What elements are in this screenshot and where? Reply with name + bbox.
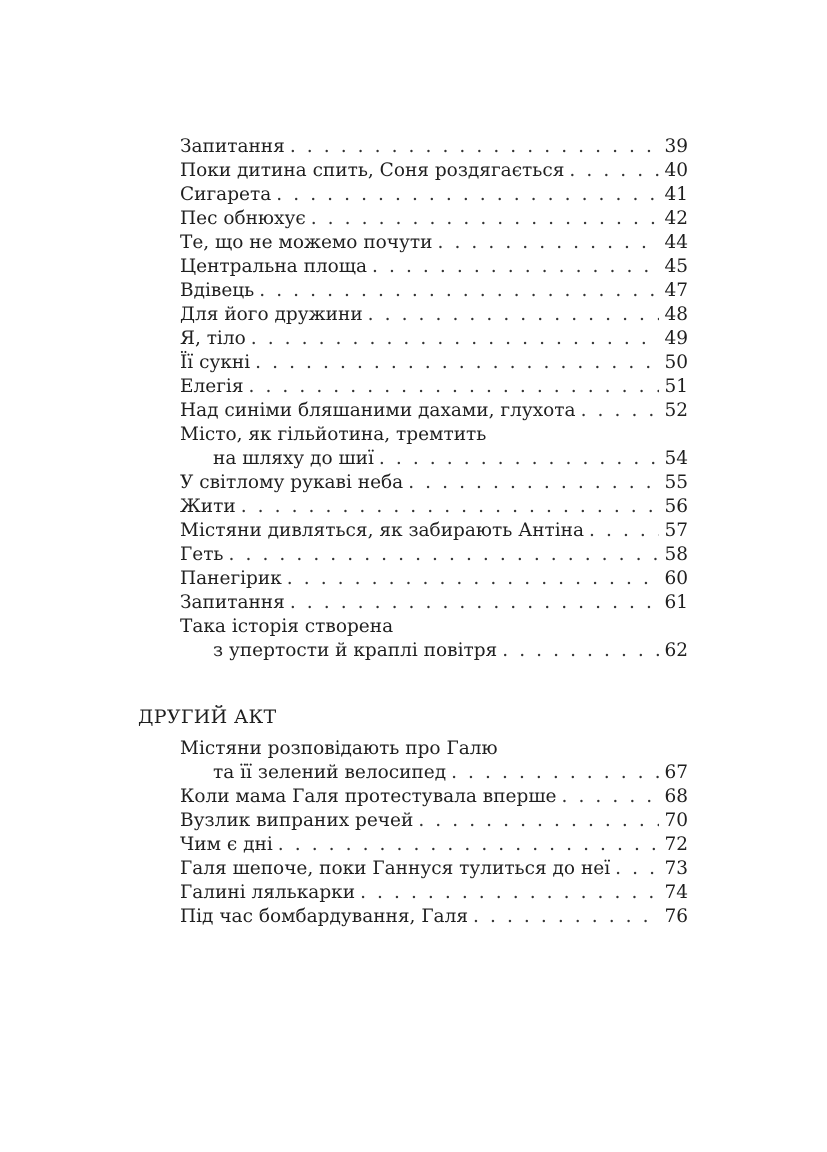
toc-page-number: 44 bbox=[664, 232, 688, 253]
toc-dot-leader bbox=[451, 761, 659, 785]
toc-page-number: 50 bbox=[664, 352, 688, 373]
toc-page-number: 58 bbox=[664, 544, 688, 565]
toc-entry-row bbox=[180, 761, 688, 785]
toc-entry bbox=[180, 183, 688, 207]
toc-page-number: 45 bbox=[664, 256, 688, 277]
toc-dot-leader bbox=[502, 639, 659, 663]
toc-entry-row bbox=[180, 399, 688, 423]
toc-entry-row bbox=[180, 255, 688, 279]
toc-entry-title: Центральна площа bbox=[180, 256, 368, 277]
toc-page-number: 41 bbox=[664, 184, 688, 205]
section-heading: ДРУГИЙ АКТ bbox=[138, 706, 277, 728]
toc-page-number: 42 bbox=[664, 208, 688, 229]
toc-page-number: 54 bbox=[664, 448, 688, 469]
toc-dot-leader bbox=[562, 785, 660, 809]
toc-entry-row bbox=[180, 279, 688, 303]
toc-entry bbox=[180, 327, 688, 351]
toc-entry-row bbox=[180, 183, 688, 207]
toc-entry-title: Для його дружини bbox=[180, 304, 363, 325]
toc-entry-title: Галя шепоче, поки Ганнуся тулиться до неї bbox=[180, 858, 611, 879]
toc-dot-leader bbox=[615, 857, 659, 881]
toc-page-number: 55 bbox=[664, 472, 688, 493]
toc-entry-title: Чим є дні bbox=[180, 834, 273, 855]
toc-page-number: 49 bbox=[664, 328, 688, 349]
toc-dot-leader bbox=[287, 567, 660, 591]
toc-entry-title: Пес обнюхує bbox=[180, 208, 306, 229]
toc-page-number: 47 bbox=[664, 280, 688, 301]
toc-entry-title: Галині лялькарки bbox=[180, 882, 356, 903]
toc-entry bbox=[180, 905, 688, 929]
toc-entry-title: Геть bbox=[180, 544, 224, 565]
toc-entry-title: Вузлик випраних речей bbox=[180, 810, 414, 831]
toc-entry bbox=[180, 207, 688, 231]
toc-entry bbox=[180, 495, 688, 519]
toc-page-number: 57 bbox=[664, 520, 688, 541]
toc-entry bbox=[180, 857, 688, 881]
toc-entry-title: Жити bbox=[180, 496, 236, 517]
toc-entry-title: Сигарета bbox=[180, 184, 272, 205]
toc-entry-title-line: Містяни розповідають про Галю bbox=[180, 738, 498, 759]
toc-entry-title: Я, тіло bbox=[180, 328, 246, 349]
toc-entry bbox=[180, 833, 688, 857]
toc-entry-row bbox=[180, 375, 688, 399]
toc-entry-row bbox=[180, 135, 688, 159]
toc-dot-leader bbox=[569, 159, 659, 183]
toc-dot-leader bbox=[255, 351, 659, 375]
toc-entry-title: Коли мама Галя протестувала вперше bbox=[180, 786, 557, 807]
toc-entry bbox=[180, 519, 688, 543]
toc-entry bbox=[180, 279, 688, 303]
toc-entry bbox=[180, 423, 688, 471]
toc-entry-title-line: Місто, як гільйотина, тремтить bbox=[180, 424, 487, 445]
toc-page-number: 61 bbox=[664, 592, 688, 613]
toc-entry-title: Під час бомбардування, Галя bbox=[180, 906, 469, 927]
toc-entry-row bbox=[180, 881, 688, 905]
toc-entry-row bbox=[180, 857, 688, 881]
toc-entry-title: Над синіми бляшаними дахами, глухота bbox=[180, 400, 576, 421]
toc-page-number: 76 bbox=[664, 906, 688, 927]
toc-entry-row bbox=[180, 833, 688, 857]
toc-dot-leader bbox=[241, 495, 660, 519]
toc-entry-row bbox=[180, 543, 688, 567]
toc-page-number: 62 bbox=[664, 640, 688, 661]
toc-entry-title: Панегірик bbox=[180, 568, 282, 589]
toc-entry-row bbox=[180, 785, 688, 809]
toc-page-number: 40 bbox=[664, 160, 688, 181]
toc-entry-row bbox=[180, 303, 688, 327]
toc-entry bbox=[180, 255, 688, 279]
toc-entry bbox=[180, 543, 688, 567]
toc-page-number: 72 bbox=[664, 834, 688, 855]
toc-page-number: 67 bbox=[664, 762, 688, 783]
toc-entry-row bbox=[180, 495, 688, 519]
toc-entry-row bbox=[180, 159, 688, 183]
toc-dot-leader bbox=[278, 833, 660, 857]
toc-entry bbox=[180, 135, 688, 159]
toc-entry-title: Її сукні bbox=[180, 352, 251, 373]
toc-entry bbox=[180, 375, 688, 399]
toc-page-number: 70 bbox=[664, 810, 688, 831]
toc-page-number: 39 bbox=[664, 136, 688, 157]
table-of-contents-second-act bbox=[180, 737, 688, 929]
toc-entry-title: Елегія bbox=[180, 376, 244, 397]
toc-entry-row bbox=[180, 231, 688, 255]
toc-entry-row bbox=[180, 639, 688, 663]
toc-entry bbox=[180, 471, 688, 495]
toc-page-number: 68 bbox=[664, 786, 688, 807]
toc-entry-title: з упертости й краплі повітря bbox=[213, 640, 498, 661]
toc-dot-leader bbox=[311, 207, 660, 231]
toc-page-number: 60 bbox=[664, 568, 688, 589]
toc-dot-leader bbox=[251, 327, 660, 351]
toc-dot-leader bbox=[379, 447, 660, 471]
toc-entry bbox=[180, 737, 688, 785]
toc-entry-row bbox=[180, 519, 688, 543]
toc-page-number: 74 bbox=[664, 882, 688, 903]
toc-entry bbox=[180, 591, 688, 615]
toc-entry-title: Поки дитина спить, Соня роздягається bbox=[180, 160, 565, 181]
toc-dot-leader bbox=[368, 303, 660, 327]
toc-entry-row bbox=[180, 809, 688, 833]
toc-entry bbox=[180, 303, 688, 327]
toc-dot-leader bbox=[360, 881, 659, 905]
toc-entry-title: на шляху до шиї bbox=[213, 448, 374, 469]
toc-dot-leader bbox=[589, 519, 659, 543]
toc-page-number: 48 bbox=[664, 304, 688, 325]
toc-entry-row bbox=[180, 447, 688, 471]
toc-dot-leader bbox=[408, 471, 659, 495]
toc-dot-leader bbox=[581, 399, 660, 423]
toc-entry-row bbox=[180, 567, 688, 591]
toc-dot-leader bbox=[290, 591, 660, 615]
toc-dot-leader bbox=[437, 231, 659, 255]
toc-entry-row bbox=[180, 207, 688, 231]
toc-entry-title: У світлому рукаві неба bbox=[180, 472, 404, 493]
toc-dot-leader bbox=[229, 543, 660, 567]
toc-dot-leader bbox=[259, 279, 659, 303]
toc-entry bbox=[180, 785, 688, 809]
toc-dot-leader bbox=[276, 183, 659, 207]
toc-entry-row bbox=[180, 471, 688, 495]
toc-dot-leader bbox=[249, 375, 660, 399]
toc-entry bbox=[180, 231, 688, 255]
toc-entry-row bbox=[180, 327, 688, 351]
toc-entry-title: та її зелений велосипед bbox=[213, 762, 447, 783]
toc-entry bbox=[180, 567, 688, 591]
toc-entry-title: Те, що не можемо почути bbox=[180, 232, 433, 253]
toc-entry-title: Запитання bbox=[180, 592, 285, 613]
toc-entry-row bbox=[180, 905, 688, 929]
toc-entry-row bbox=[180, 591, 688, 615]
toc-entry-title: Містяни дивляться, як забирають Антіна bbox=[180, 520, 585, 541]
toc-entry-title-line: Така історія створена bbox=[180, 616, 394, 637]
toc-entry bbox=[180, 351, 688, 375]
toc-entry bbox=[180, 615, 688, 663]
toc-page-number: 52 bbox=[664, 400, 688, 421]
toc-page-number: 51 bbox=[664, 376, 688, 397]
toc-entry bbox=[180, 809, 688, 833]
toc-entry-row bbox=[180, 351, 688, 375]
toc-entry-title: Вдівець bbox=[180, 280, 255, 301]
toc-dot-leader bbox=[473, 905, 659, 929]
table-of-contents bbox=[180, 135, 688, 663]
toc-page-number: 56 bbox=[664, 496, 688, 517]
toc-entry bbox=[180, 881, 688, 905]
toc-entry-title: Запитання bbox=[180, 136, 285, 157]
toc-entry bbox=[180, 159, 688, 183]
toc-dot-leader bbox=[372, 255, 659, 279]
toc-entry bbox=[180, 399, 688, 423]
toc-dot-leader bbox=[418, 809, 659, 833]
toc-page-number: 73 bbox=[664, 858, 688, 879]
toc-dot-leader bbox=[290, 135, 660, 159]
